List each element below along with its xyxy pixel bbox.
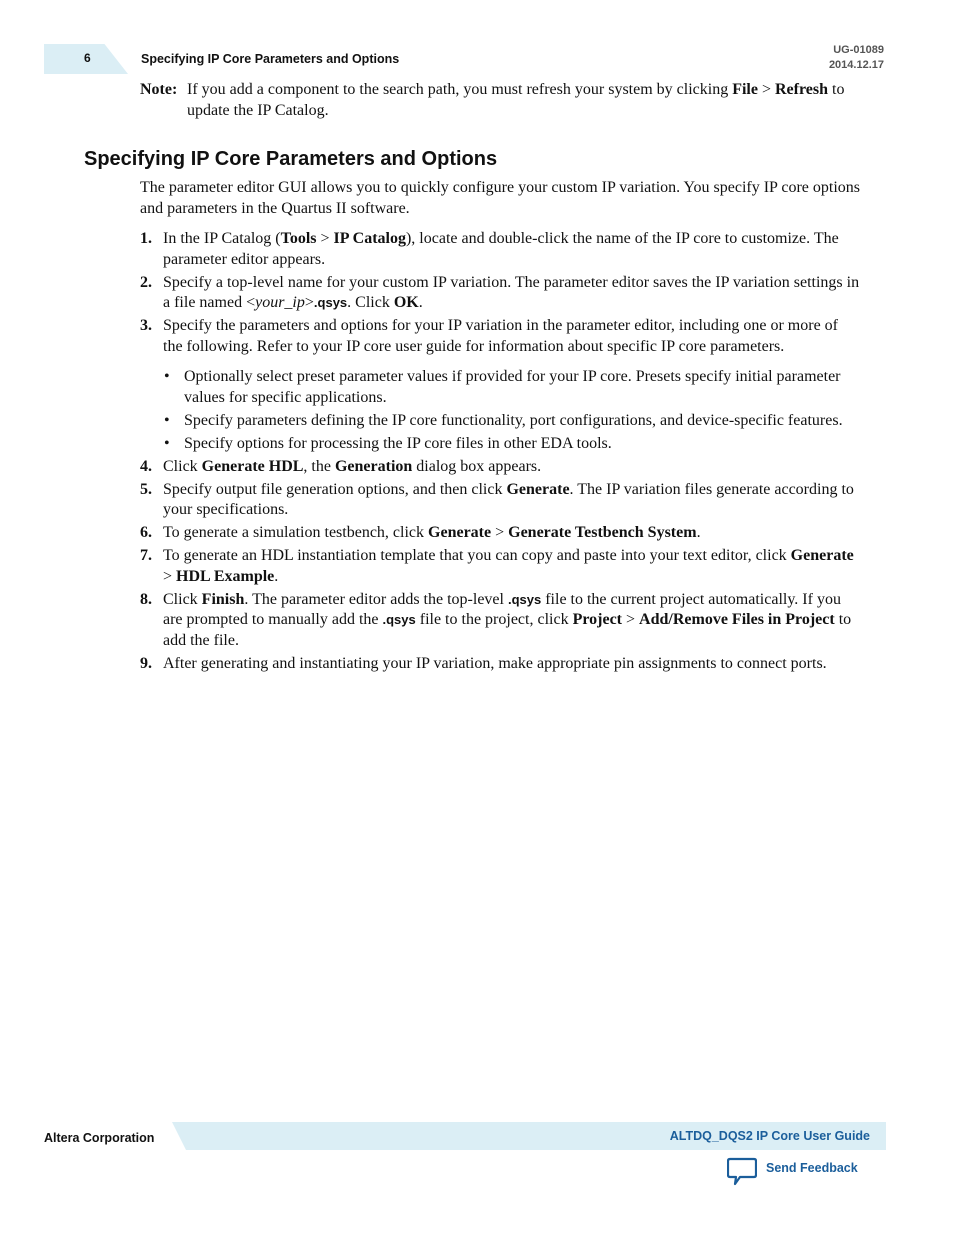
footer-guide-title[interactable]: ALTDQ_DQS2 IP Core User Guide	[669, 1129, 870, 1143]
bullet-item: • Specify parameters defining the IP core functionality, port configurations, and device-specific features.	[163, 411, 860, 432]
bullet-dot: •	[164, 434, 170, 452]
step-2: 2. Specify a top-level name for your custom IP variation. The parameter editor saves the IP variation settings in a file named <your_ip>.qsys. Click OK.	[140, 273, 860, 311]
step-7: 7. To generate an HDL instantiation template that you can copy and paste into your text editor, click Generate > HDL Example.	[140, 547, 854, 585]
send-feedback-link[interactable]	[727, 1157, 858, 1187]
footer-company: Altera Corporation	[44, 1131, 155, 1145]
page-number: 6	[84, 51, 91, 65]
speech-bubble-icon	[727, 1157, 757, 1186]
step-number: 1.	[140, 230, 152, 247]
step-number: 6.	[140, 524, 152, 541]
step-3: 3. Specify the parameters and options for your IP variation in the parameter editor, including one or more of the following. Refer to your IP core user guide for information about specific IP core parameters. • Optionally select preset parameter values if provided for your IP core. Presets specify initial parameter values for specific applications. • Specify parameters defining the IP core functionality, port configurations, and device-specific features. • Specify options for processing the IP core files in other EDA tools.	[140, 316, 860, 454]
step-number: 3.	[140, 317, 152, 334]
step-6: 6. To generate a simulation testbench, click Generate > Generate Testbench System.	[140, 523, 860, 544]
step-number: 5.	[140, 480, 152, 498]
note-text: If you add a component to the search path, you must refresh your system by clicking File > Refresh to update the IP Catalog.	[187, 81, 845, 119]
menu-file: File	[732, 81, 758, 98]
step-number: 8.	[140, 590, 152, 608]
doc-id: UG-01089	[833, 44, 884, 56]
step-5: 5. Specify output file generation options, and then click Generate. The IP variation files generate according to your specifications.	[140, 480, 854, 518]
running-section-title: Specifying IP Core Parameters and Options	[141, 52, 400, 66]
step-1: 1. In the IP Catalog (Tools > IP Catalog), locate and double-click the name of the IP core to customize. The parameter editor appears.	[140, 230, 839, 268]
step-number: 2.	[140, 273, 152, 291]
send-feedback-label[interactable]: Send Feedback	[766, 1161, 858, 1175]
doc-identifier	[829, 43, 884, 73]
intro-paragraph: The parameter editor GUI allows you to quickly configure your custom IP variation. You specify IP core options and parameters in the Quartus II software.	[140, 179, 860, 217]
bullet-dot: •	[164, 368, 170, 385]
step-9: 9. After generating and instantiating your IP variation, make appropriate pin assignments to connect ports.	[140, 654, 860, 675]
step-3-bullets	[163, 367, 860, 454]
bullet-dot: •	[164, 411, 170, 429]
step-number: 4.	[140, 457, 152, 475]
procedure-steps	[140, 229, 860, 677]
step-4: 4. Click Generate HDL, the Generation dialog box appears.	[140, 457, 860, 478]
note-block	[140, 80, 875, 121]
note-label: Note:	[140, 81, 178, 98]
step-8: 8. Click Finish. The parameter editor adds the top-level .qsys file to the current project automatically. If you are prompted to manually add the .qsys file to the project, click Project > Add/Remove Files in Project to add the file.	[140, 590, 852, 649]
bullet-item: • Specify options for processing the IP core files in other EDA tools.	[163, 434, 860, 455]
section-heading: Specifying IP Core Parameters and Options	[84, 148, 498, 170]
doc-date: 2014.12.17	[828, 59, 884, 71]
step-number: 9.	[140, 654, 152, 672]
menu-refresh: Refresh	[775, 81, 829, 98]
step-number: 7.	[140, 547, 152, 564]
bullet-item: • Optionally select preset parameter values if provided for your IP core. Presets specify initial parameter values for specific applications.	[164, 368, 841, 406]
